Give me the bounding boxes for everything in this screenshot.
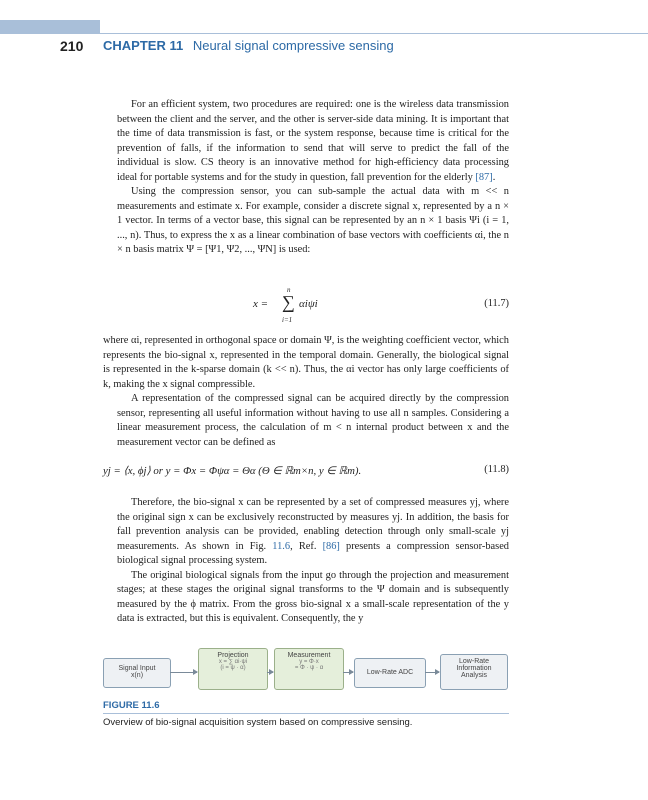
paragraph-2: Using the compression sensor, you can sub-sample the actual data with m << n measurements and estimate x. For example, consider a discrete signal x, represented by a n × 1 vector. In terms of a vector base, this signal can be represented by an n × 1 basis Ψi (i = 1, ..., n). Thus, to express the x as a linear combination of base vectors with coefficients αi, the n × n basis matrix Ψ = [Ψ1, Ψ2, ..., ΨN] is used: [117, 186, 509, 255]
measurement-box: Measurement y = Φ·x = Φ · ψ · α [274, 648, 344, 690]
paragraph-1: For an efficient system, two procedures are required: one is the wireless data transmission between the client and the server, and the other is server-side data mining. It is important that the time of data transmission is fast, or the system response, because time is critical for the prevention of falls, if the information to send that will serve to predict the fall of the individual is slow. CS theory is an innovative method for high-efficiency data processing ideal for portable systems and for the study in question, fall prevention for the elderly [87]. [117, 99, 509, 183]
running-header [103, 38, 394, 53]
chapter-label: CHAPTER 11 [103, 38, 184, 53]
body-text-top [103, 98, 509, 258]
projection-box: Projection x = ∑ αi·ψi (i = ψ · α) [198, 648, 268, 690]
page-number: 210 [60, 38, 84, 54]
paragraph-4: A representation of the compressed signal can be acquired directly by the compression sensor, representing all useful information without having to use all n samples. Considering a linear measurement process, the calculation of m < n internal product between x and the measurement vector can be defined as [117, 393, 509, 448]
figure-rule [103, 713, 509, 714]
citation-87[interactable]: [87] [475, 171, 493, 183]
equation-number-11-7: (11.7) [484, 298, 509, 309]
paragraph-3: where αi, represented in orthogonal space or domain Ψ, is the weighting coefficient vector, which represents the bio-signal x, represented in the temporal domain. Generally, the biological signal is represented in the k-sparse domain (k << n). Thus, the αi vector has only large coefficients of k, making the x signal compressible. [103, 335, 509, 390]
low-rate-analysis-box: Low-Rate Information Analysis [440, 654, 508, 690]
equation-11-8: yj = ⟨x, ϕj⟩ or y = Φx = Φψα = Θα (Θ ∈ ℝm×n, y ∈ ℝm). (11.8) [103, 464, 509, 477]
header-rule [100, 33, 648, 34]
low-rate-adc-box: Low-Rate ADC [354, 658, 426, 688]
figure-label: FIGURE 11.6 [103, 700, 160, 711]
arrow-1 [170, 672, 197, 673]
equation-11-7: x = n ∑ i=1 αiψi (11.7) [253, 286, 509, 324]
figure-reference[interactable]: 11.6 [272, 540, 291, 552]
arrow-3 [343, 672, 353, 673]
chapter-title: Neural signal compressive sensing [192, 38, 394, 53]
arrow-4 [425, 672, 439, 673]
header-accent-bar [0, 20, 100, 34]
paragraph-6: The original biological signals from the input go through the projection and measurement stages; at these stages the original signal transforms to the Ψ domain and is subsequently measured by the ϕ matrix. From the gross bio-signal x a small-scale representation of the y data is extracted, but this is equivalent. Consequently, the y [117, 569, 509, 624]
arrow-2 [267, 672, 273, 673]
equation-number-11-8: (11.8) [484, 464, 509, 475]
body-text-middle [103, 334, 509, 450]
paragraph-5: Therefore, the bio-signal x can be represented by a set of compressed measures yj, where the original sign x can be exclusively reconstructed by measures yj. In addition, the basis for fall prevention analysis can be provided, enabling detection through only small-scale yj measurements. As shown in Fig. 11.6, Ref. [86] presents a compression sensor-based biological signal processing system. [117, 497, 509, 566]
body-text-bottom [103, 496, 509, 627]
citation-86[interactable]: [86] [322, 540, 340, 552]
signal-input-box: Signal Input x(n) [103, 658, 171, 688]
figure-11-6-diagram [103, 646, 509, 700]
figure-caption: Overview of bio-signal acquisition system based on compressive sensing. [103, 717, 413, 728]
